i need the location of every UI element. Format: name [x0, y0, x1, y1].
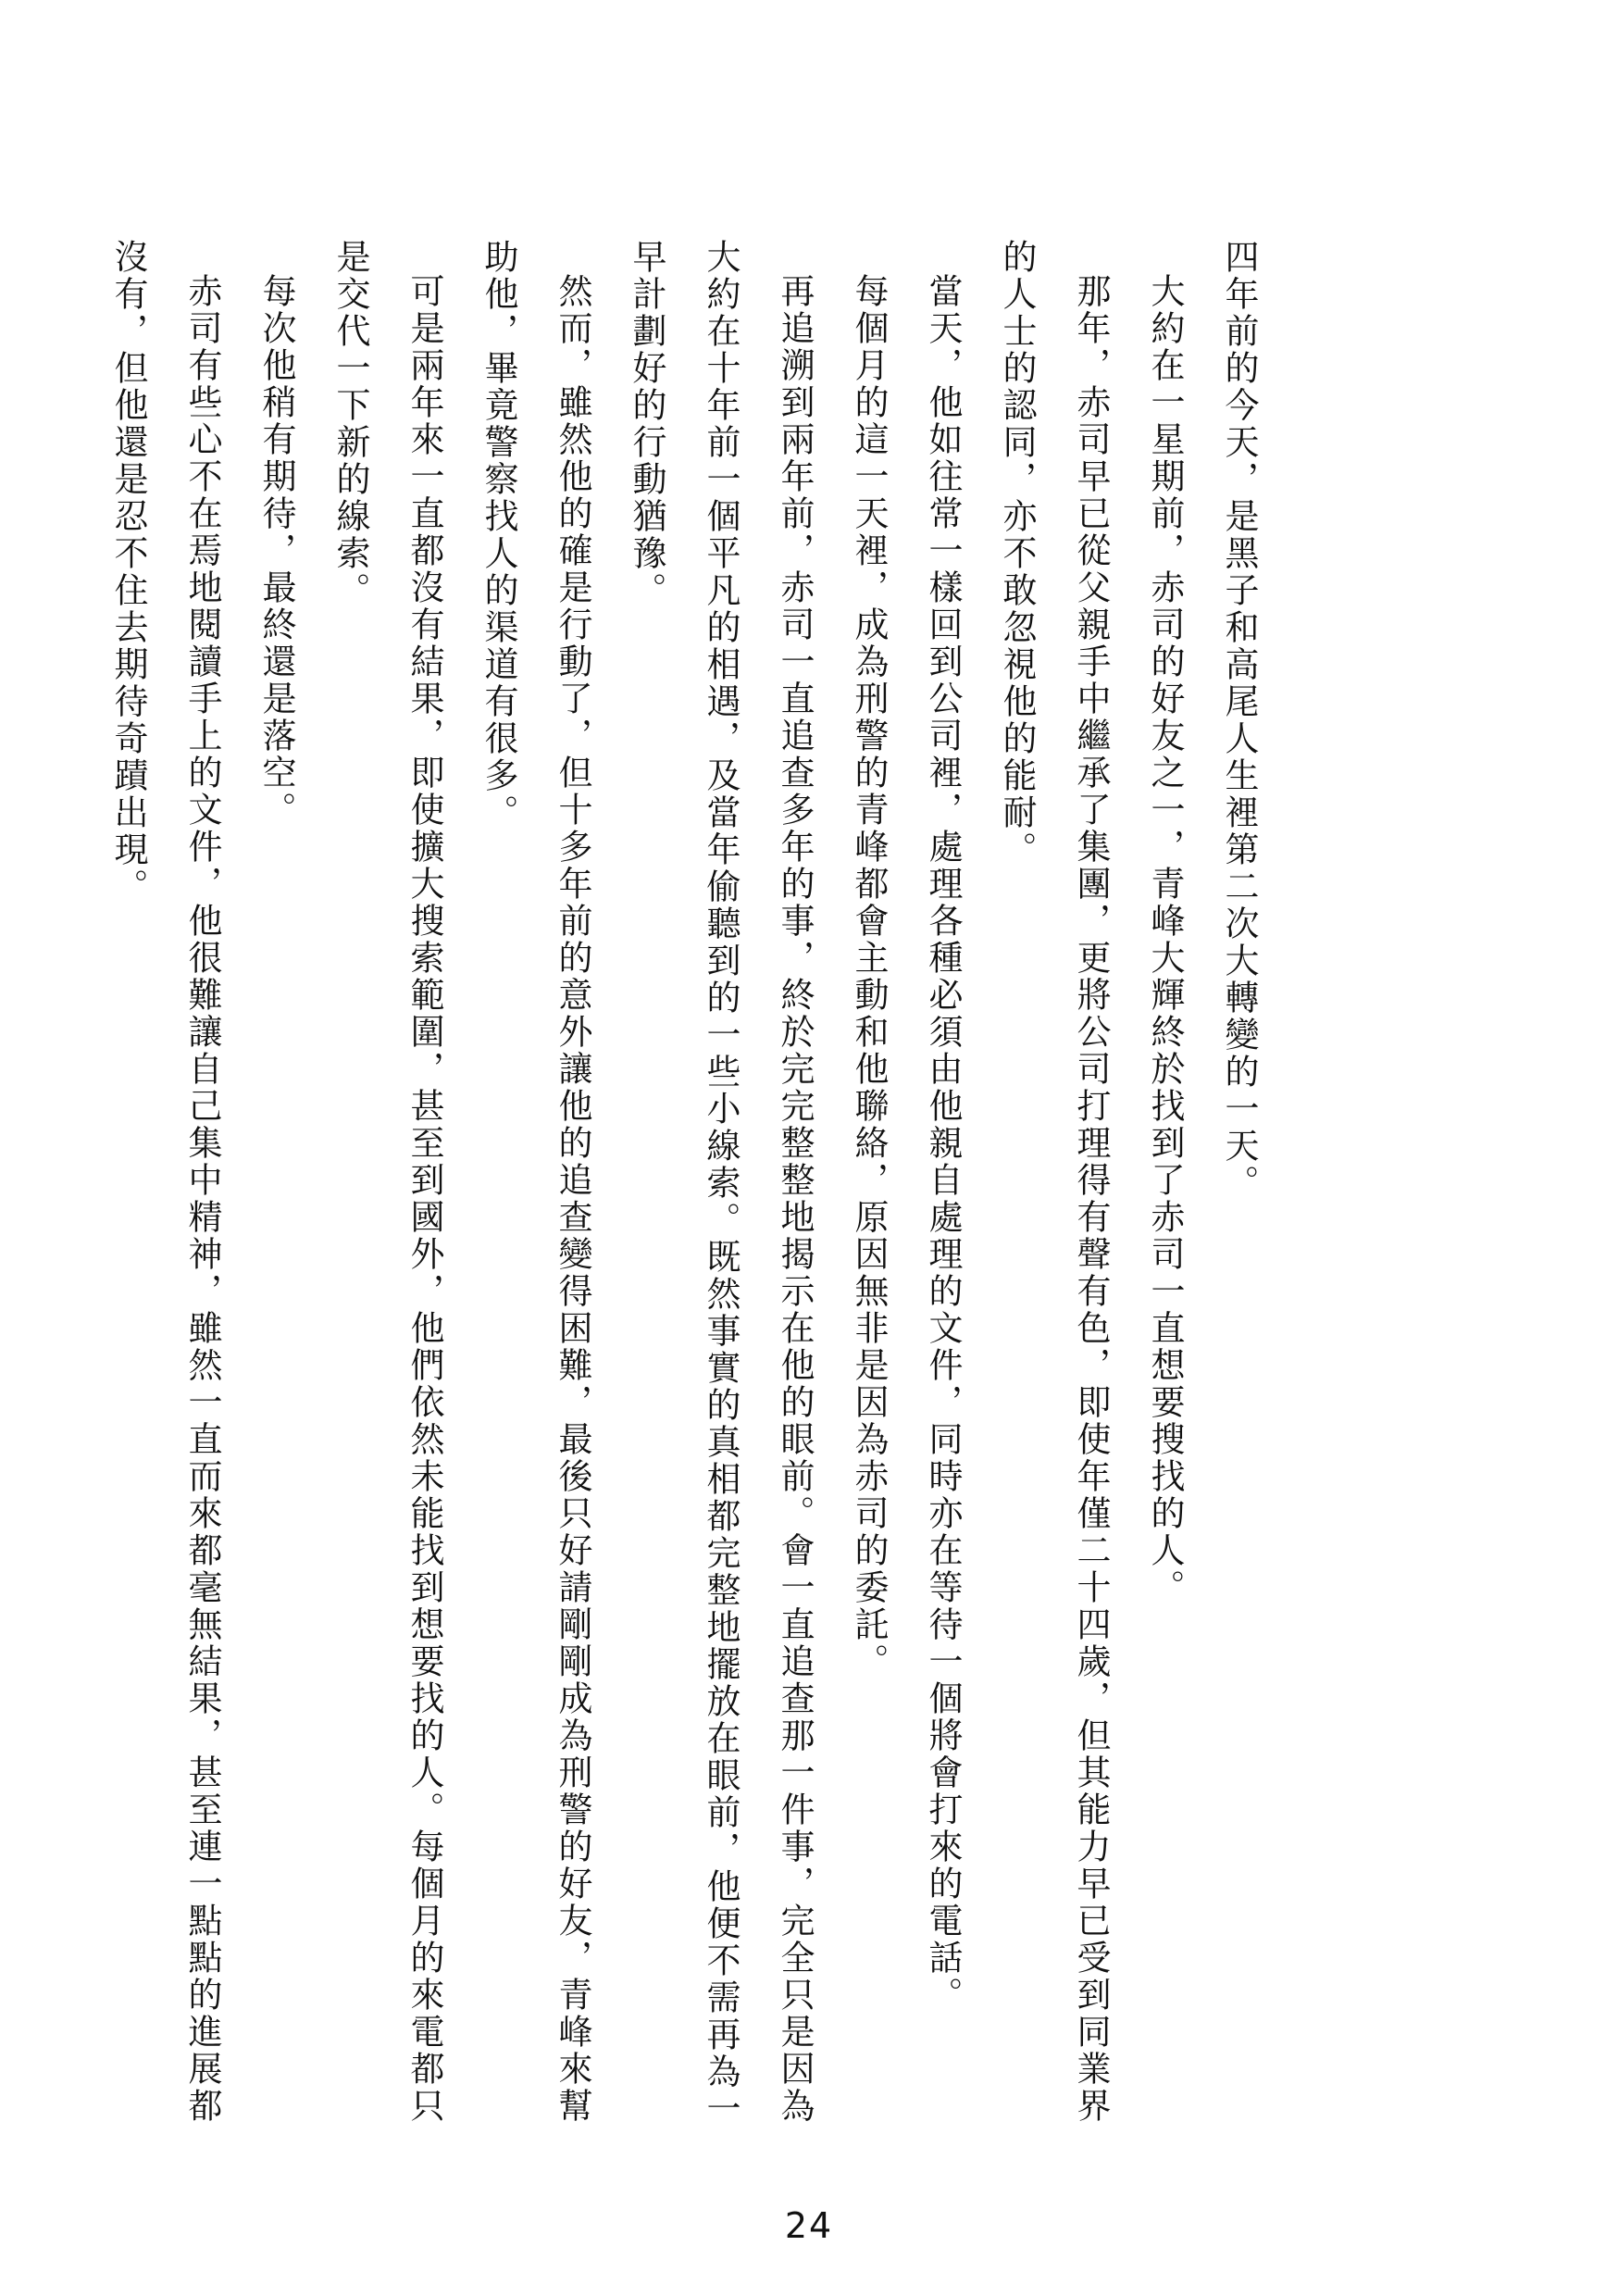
- paragraph-5: 每個月的這一天裡，成為刑警的青峰都會主動和他聯絡，原因無非是因為赤司的委託。: [849, 273, 889, 1680]
- page-number: 24: [784, 2205, 834, 2246]
- vertical-text-body: [108, 239, 1276, 2137]
- paragraph-6: 再追溯到兩年前，赤司一直追查多年的事，終於完完整整地揭示在他的眼前。會一直追查那一件事，完全只是因為大約在十年前一個平凡的相遇，及當年偷聽到的一些小線索。既然事實的真相都完整地擺放在眼前，他便不需再為一早計劃好的行動猶豫。: [627, 239, 815, 2128]
- paragraph-8: 可是兩年來一直都沒有結果，即使擴大搜索範圍，甚至到國外，他們依然未能找到想要找的人。每個月的來電都只是交代一下新的線索。: [330, 239, 444, 2125]
- paragraph-7: 然而，雖然他的確是行動了，但十多年前的意外讓他的追查變得困難，最後只好請剛剛成為刑警的好友，青峰來幫助他，畢竟警察找人的渠道有很多。: [479, 239, 592, 2125]
- paragraph-2: 大約在一星期前，赤司的好友之一，青峰大輝終於找到了赤司一直想要搜找的人。: [1145, 273, 1185, 1606]
- paragraph-10: 赤司有些心不在焉地閱讀手上的文件，他很難讓自己集中精神，雖然一直而來都毫無結果，甚至連一點點的進展都沒有，但他還是忍不住去期待奇蹟出現。: [108, 239, 222, 2125]
- paragraph-3: 那年，赤司早已從父親手中繼承了集團，更將公司打理得有聲有色，即使年僅二十四歲，但其能力早已受到同業界的人士的認同，亦不敢忽視他的能耐。: [997, 239, 1111, 2125]
- paragraph-1: 四年前的今天，是黑子和高尾人生裡第二次大轉變的一天。: [1219, 239, 1259, 1202]
- paragraph-9: 每次他稍有期待，最終還是落空。: [256, 273, 296, 829]
- paragraph-4: 當天，他如往常一樣回到公司裡，處理各種必須由他親自處理的文件，同時亦在等待一個將會打來的電話。: [923, 273, 963, 2014]
